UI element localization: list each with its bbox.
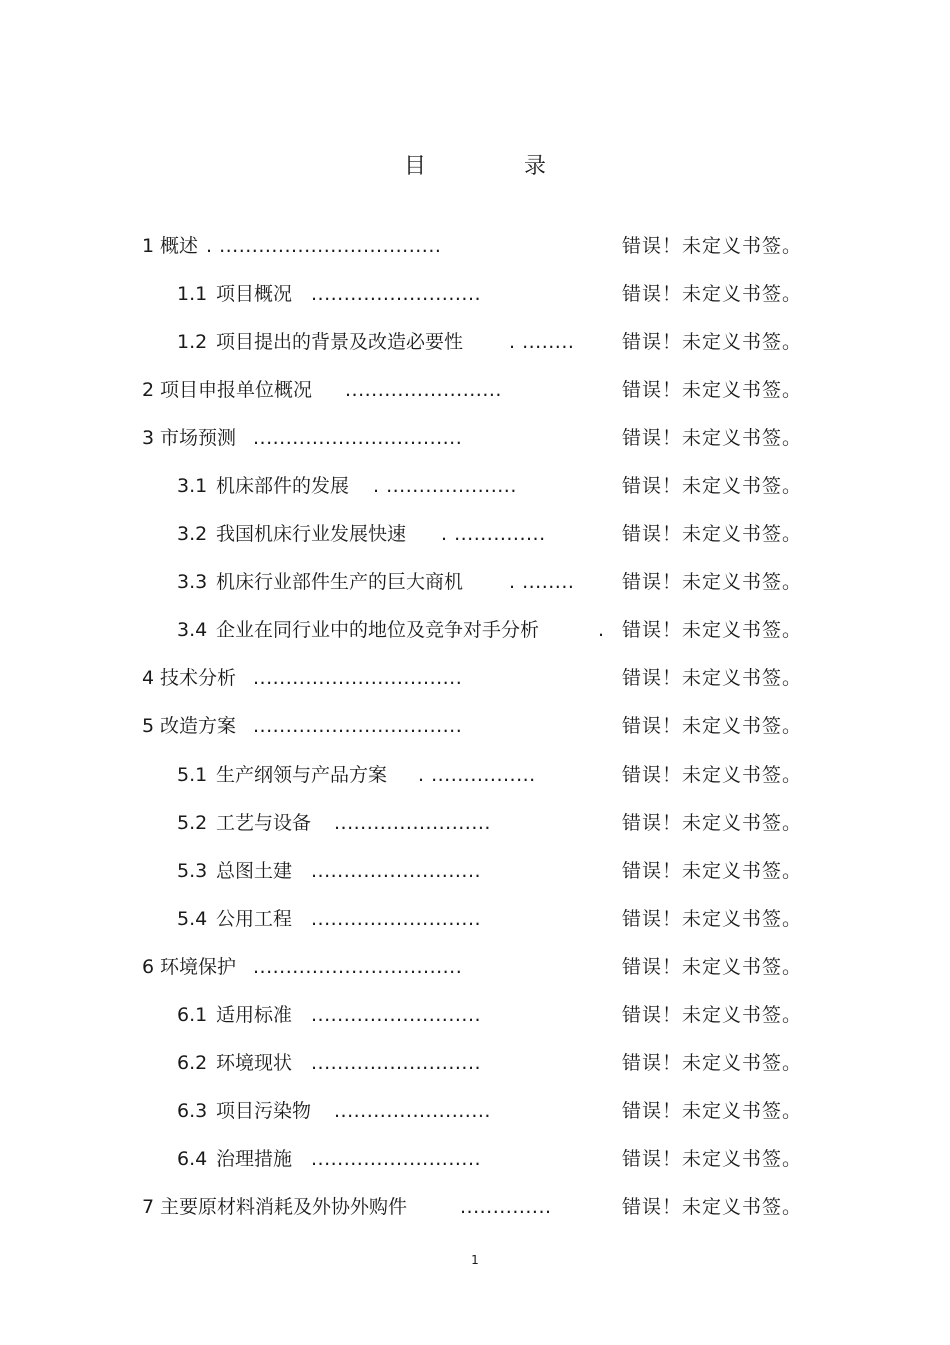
toc-entry-1-1[interactable] [0, 279, 950, 327]
toc-entry-number: 6.2 [177, 1051, 208, 1074]
toc-entry-label: 市场预测 [160, 427, 237, 450]
toc-entry-3-3[interactable] [0, 567, 950, 615]
toc-entry-number: 6.3 [177, 1099, 208, 1122]
toc-entry-page-ref: 错误！未定义书签。 [622, 811, 803, 834]
toc-entry-label: 项目概况 [216, 283, 293, 306]
toc-entry-leader: .......................... [311, 859, 482, 882]
toc-entry-page-ref: 错误！未定义书签。 [622, 1195, 803, 1218]
toc-entry-page-ref: 错误！未定义书签。 [622, 571, 803, 594]
toc-entry-leader: . ........ [509, 571, 575, 594]
toc-entry-page-ref: 错误！未定义书签。 [622, 523, 803, 546]
toc-entry-page-ref: 错误！未定义书签。 [622, 715, 803, 738]
toc-entry-label: 项目申报单位概况 [160, 379, 313, 402]
toc-entry-leader: ................................ [253, 667, 463, 690]
toc-entry-label: 改造方案 [160, 715, 237, 738]
toc-entry-number: 6.1 [177, 1003, 208, 1026]
toc-entry-leader: .......................... [311, 1051, 482, 1074]
toc-entry-label: 适用标准 [216, 1003, 293, 1026]
toc-entry-number: 1.1 [177, 283, 208, 306]
toc-entry-label: 项目提出的背景及改造必要性 [216, 331, 464, 354]
toc-entry-number: 2 [142, 379, 155, 402]
toc-entry-5[interactable] [0, 711, 950, 759]
toc-entry-page-ref: 错误！未定义书签。 [622, 955, 803, 978]
page-number: 1 [471, 1253, 479, 1267]
toc-entry-number: 3.4 [177, 619, 208, 642]
toc-entry-page-ref: 错误！未定义书签。 [622, 619, 803, 642]
toc-entry-number: 3.3 [177, 571, 208, 594]
toc-entry-label: 公用工程 [216, 907, 293, 930]
toc-entry-leader: ........................ [334, 811, 491, 834]
toc-entry-6-2[interactable] [0, 1048, 950, 1096]
toc-entry-label: 机床行业部件生产的巨大商机 [216, 571, 464, 594]
toc-entry-6-4[interactable] [0, 1144, 950, 1192]
table-of-contents [0, 231, 950, 1240]
toc-entry-label: 企业在同行业中的地位及竞争对手分析 [216, 619, 540, 642]
toc-entry-label: 主要原材料消耗及外协外购件 [160, 1195, 408, 1218]
toc-entry-number: 1.2 [177, 331, 208, 354]
toc-entry-label: 工艺与设备 [216, 811, 312, 834]
toc-entry-page-ref: 错误！未定义书签。 [622, 1003, 803, 1026]
toc-entry-label: 项目污染物 [216, 1099, 312, 1122]
toc-entry-label: 环境现状 [216, 1051, 293, 1074]
toc-entry-6-3[interactable] [0, 1096, 950, 1144]
toc-entry-7[interactable] [0, 1192, 950, 1240]
toc-entry-page-ref: 错误！未定义书签。 [622, 1147, 803, 1170]
toc-entry-page-ref: 错误！未定义书签。 [622, 475, 803, 498]
toc-entry-page-ref: 错误！未定义书签。 [622, 283, 803, 306]
toc-entry-leader: . [598, 619, 605, 642]
toc-entry-6[interactable] [0, 952, 950, 1000]
toc-entry-leader: . .............. [441, 523, 546, 546]
toc-entry-number: 5.3 [177, 859, 208, 882]
toc-entry-leader: ........................ [345, 379, 502, 402]
toc-entry-page-ref: 错误！未定义书签。 [622, 1099, 803, 1122]
toc-entry-2[interactable] [0, 375, 950, 423]
toc-entry-1[interactable] [0, 231, 950, 279]
toc-entry-3-2[interactable] [0, 519, 950, 567]
toc-entry-page-ref: 错误！未定义书签。 [622, 1051, 803, 1074]
toc-entry-number: 4 [142, 667, 155, 690]
toc-entry-5-3[interactable] [0, 856, 950, 904]
toc-entry-leader: ................................ [253, 715, 463, 738]
page-title: 目 录 [403, 154, 584, 179]
toc-entry-leader: ................................ [253, 427, 463, 450]
toc-entry-leader: . .................................. [206, 235, 442, 257]
toc-entry-page-ref: 错误！未定义书签。 [622, 427, 803, 450]
toc-entry-number: 5.1 [177, 763, 208, 786]
toc-entry-label: 治理措施 [216, 1147, 293, 1170]
toc-entry-1-2[interactable] [0, 327, 950, 375]
toc-entry-label: 环境保护 [160, 955, 237, 978]
toc-entry-number: 6.4 [177, 1147, 208, 1170]
toc-entry-5-2[interactable] [0, 808, 950, 856]
toc-entry-3-4[interactable] [0, 615, 950, 663]
toc-entry-number: 5.4 [177, 907, 208, 930]
toc-entry-number: 5.2 [177, 811, 208, 834]
toc-entry-leader: . ........ [509, 331, 575, 354]
toc-entry-label: 我国机床行业发展快速 [216, 523, 407, 546]
toc-entry-6-1[interactable] [0, 1000, 950, 1048]
toc-entry-label: 机床部件的发展 [216, 475, 350, 498]
toc-entry-leader: .......................... [311, 1003, 482, 1026]
toc-entry-leader: . ................ [418, 763, 536, 786]
toc-entry-leader: .......................... [311, 283, 482, 306]
toc-entry-page-ref: 错误！未定义书签。 [622, 859, 803, 882]
toc-entry-number: 6 [142, 955, 155, 978]
toc-entry-page-ref: 错误！未定义书签。 [622, 667, 803, 690]
toc-entry-number: 3 [142, 427, 155, 450]
toc-entry-leader: .............. [460, 1195, 552, 1218]
toc-entry-page-ref: 错误！未定义书签。 [622, 763, 803, 786]
toc-entry-page-ref: 错误！未定义书签。 [622, 331, 803, 354]
toc-entry-page-ref: 错误！未定义书签。 [622, 235, 803, 257]
toc-entry-label: 总图土建 [216, 859, 293, 882]
toc-entry-3-1[interactable] [0, 471, 950, 519]
toc-entry-number: 5 [142, 715, 155, 738]
toc-entry-label: 生产纲领与产品方案 [216, 763, 388, 786]
toc-entry-number: 3.2 [177, 523, 208, 546]
toc-entry-5-1[interactable] [0, 760, 950, 808]
toc-entry-page-ref: 错误！未定义书签。 [622, 379, 803, 402]
toc-entry-label: 概述 [160, 235, 199, 257]
toc-entry-leader: ................................ [253, 955, 463, 978]
toc-entry-number: 1 [142, 235, 155, 257]
toc-entry-5-4[interactable] [0, 904, 950, 952]
toc-entry-label: 技术分析 [160, 667, 237, 690]
toc-entry-3[interactable] [0, 423, 950, 471]
toc-entry-number: 3.1 [177, 475, 208, 498]
toc-entry-4[interactable] [0, 663, 950, 711]
toc-entry-leader: ........................ [334, 1099, 491, 1122]
toc-entry-page-ref: 错误！未定义书签。 [622, 907, 803, 930]
toc-entry-leader: . .................... [373, 475, 517, 498]
toc-entry-leader: .......................... [311, 1147, 482, 1170]
toc-entry-number: 7 [142, 1195, 155, 1218]
toc-entry-leader: .......................... [311, 907, 482, 930]
